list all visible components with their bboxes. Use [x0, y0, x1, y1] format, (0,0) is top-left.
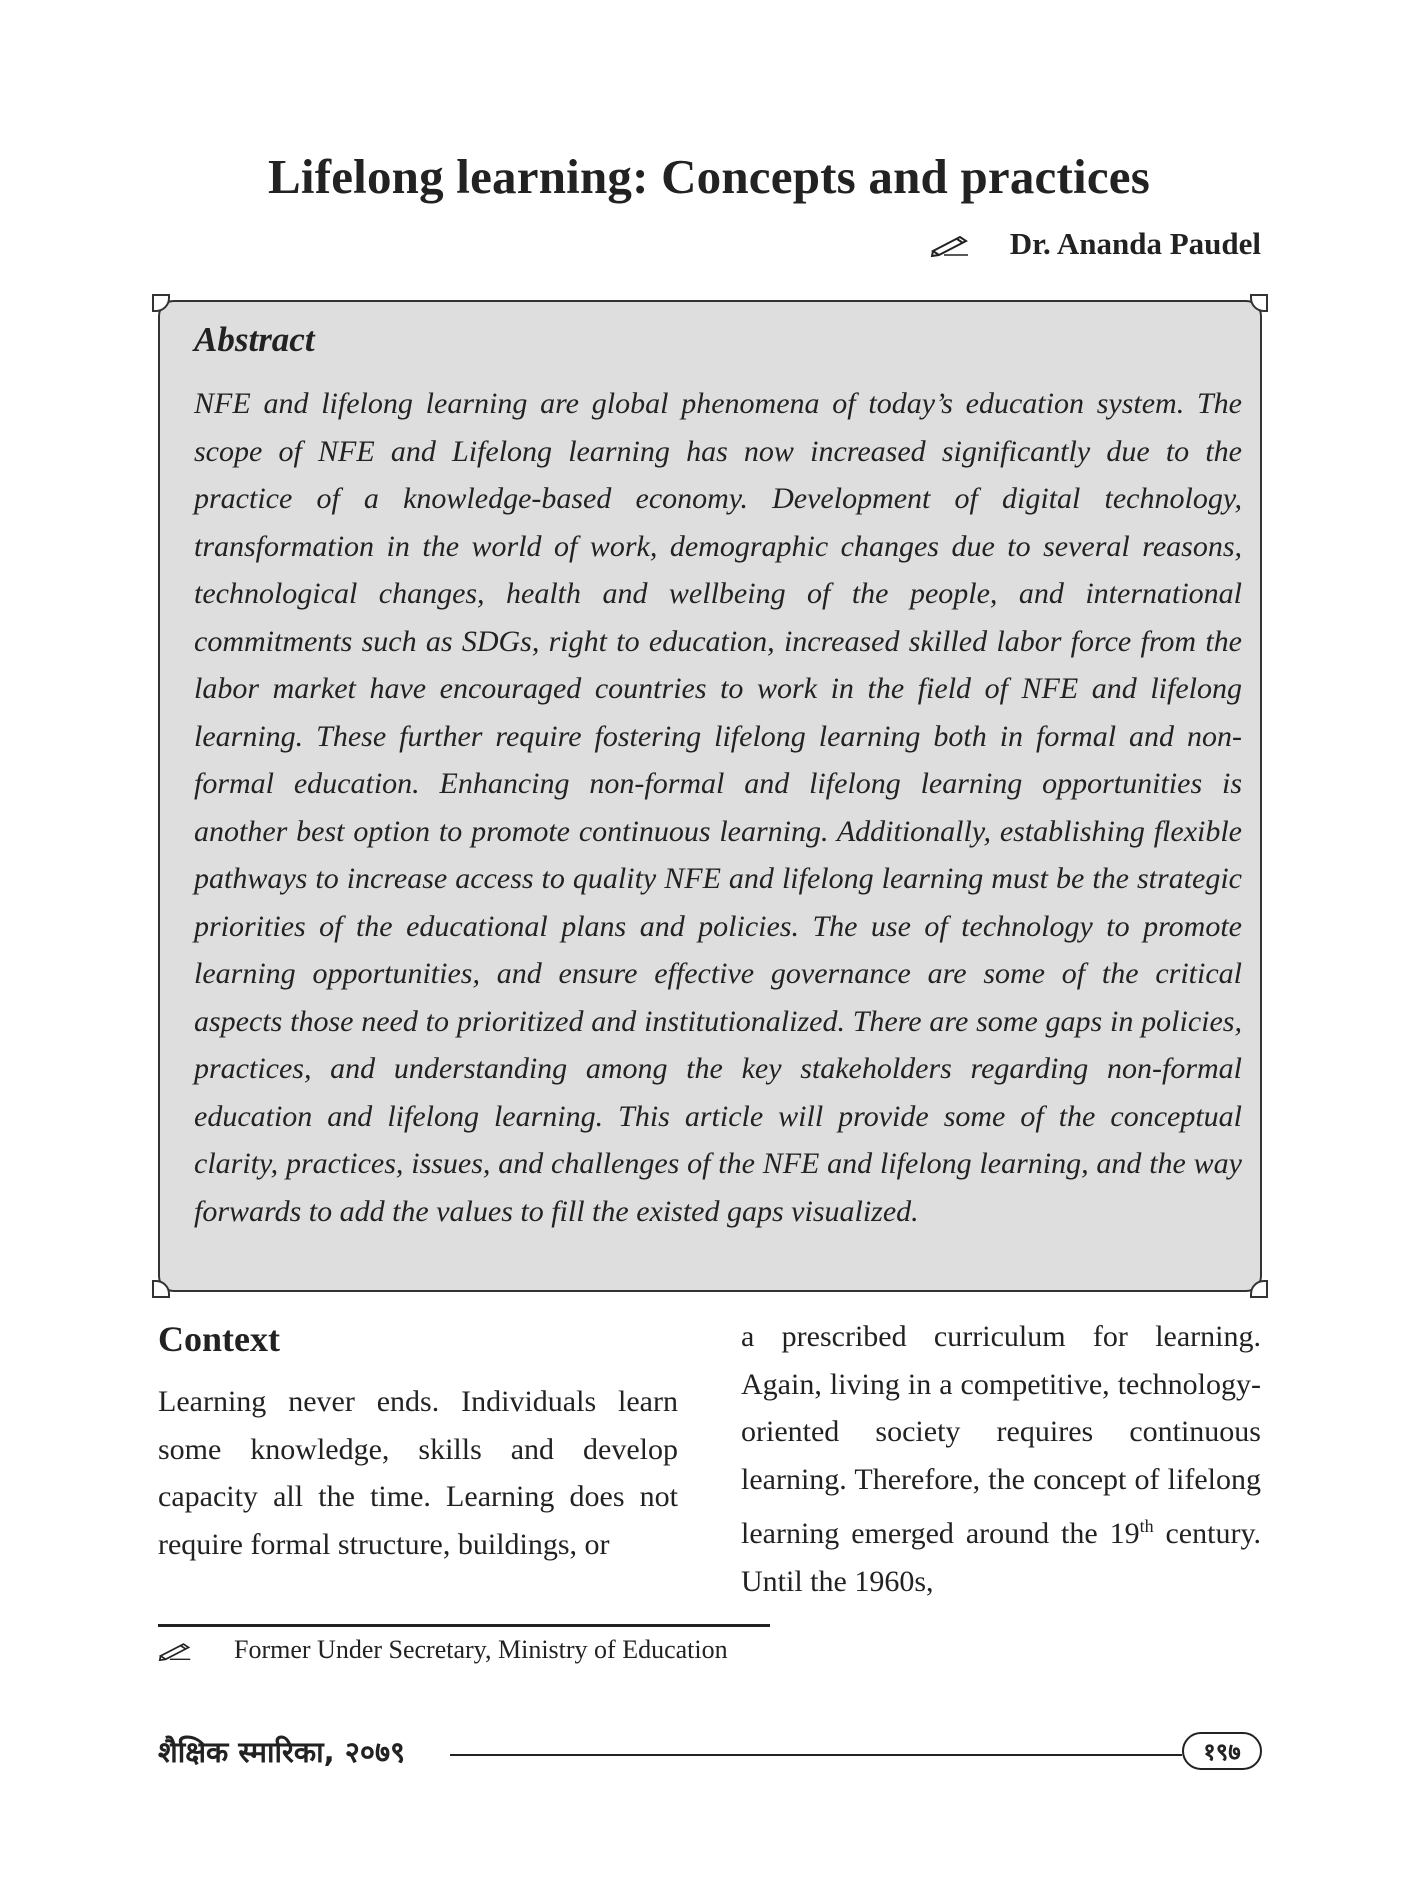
author-name: Dr. Ananda Paudel	[1009, 226, 1261, 261]
context-heading: Context	[158, 1319, 280, 1359]
page-number: १९७	[1182, 1732, 1262, 1770]
context-paragraph-right	[741, 1313, 1261, 1605]
abstract-box	[158, 300, 1262, 1292]
page-footer	[158, 1732, 1262, 1778]
box-corner	[152, 1280, 170, 1298]
box-corner	[1250, 1280, 1268, 1298]
left-column	[158, 1316, 678, 1568]
box-corner	[152, 294, 170, 312]
footnote-text: Former Under Secretary, Ministry of Education	[234, 1635, 728, 1664]
footer-divider	[450, 1754, 1182, 1756]
context-right-text: a prescribed curriculum for learning. Again, living in a competitive, technology-oriented society requires continuous learning. Therefore, the concept of lifelong learning emerged around the 19	[741, 1320, 1261, 1550]
article-title: Lifelong learning: Concepts and practices	[268, 149, 1150, 204]
footnote-divider	[158, 1624, 770, 1627]
ordinal-superscript: th	[1139, 1516, 1154, 1536]
pen-icon	[930, 231, 970, 257]
author-line	[930, 226, 1261, 262]
context-paragraph-left: Learning never ends. Individuals learn some knowledge, skills and develop capacity all the time. Learning does not require formal structure, buildings, or	[158, 1385, 678, 1561]
right-column	[741, 1313, 1261, 1605]
footnote	[158, 1635, 728, 1665]
context-right-text-end: century. Until the 1960s,	[741, 1517, 1261, 1598]
abstract-heading: Abstract	[194, 320, 315, 359]
publication-name: शैक्षिक स्मारिका, २०७९	[158, 1735, 406, 1769]
box-corner	[1250, 294, 1268, 312]
pen-icon	[158, 1639, 192, 1661]
abstract-text: NFE and lifelong learning are global phenomena of today’s education system. The scope of NFE and Lifelong learning has now increased significantly due to the practice of a knowledge-based economy. Development of digital technology, transformation in the world of work, demographic changes due to several reasons, technological changes, health and wellbeing of the people, and international commitments such as SDGs, right to education, increased skilled labor force from the labor market have encouraged countries to work in the field of NFE and lifelong learning. These further require fostering lifelong learning both in formal and non-formal education. Enhancing non-formal and lifelong learning opportunities is another best option to promote continuous learning. Additionally, establishing flexible pathways to increase access to quality NFE and lifelong learning must be the strategic priorities of the educational plans and policies. The use of technology to promote learning opportunities, and ensure effective governance are some of the critical aspects those need to prioritized and institutionalized. There are some gaps in policies, practices, and understanding among the key stakeholders regarding non-formal education and lifelong learning. This article will provide some of the conceptual clarity, practices, issues, and challenges of the NFE and lifelong learning, and the way forwards to add the values to fill the existed gaps visualized.	[194, 387, 1242, 1228]
